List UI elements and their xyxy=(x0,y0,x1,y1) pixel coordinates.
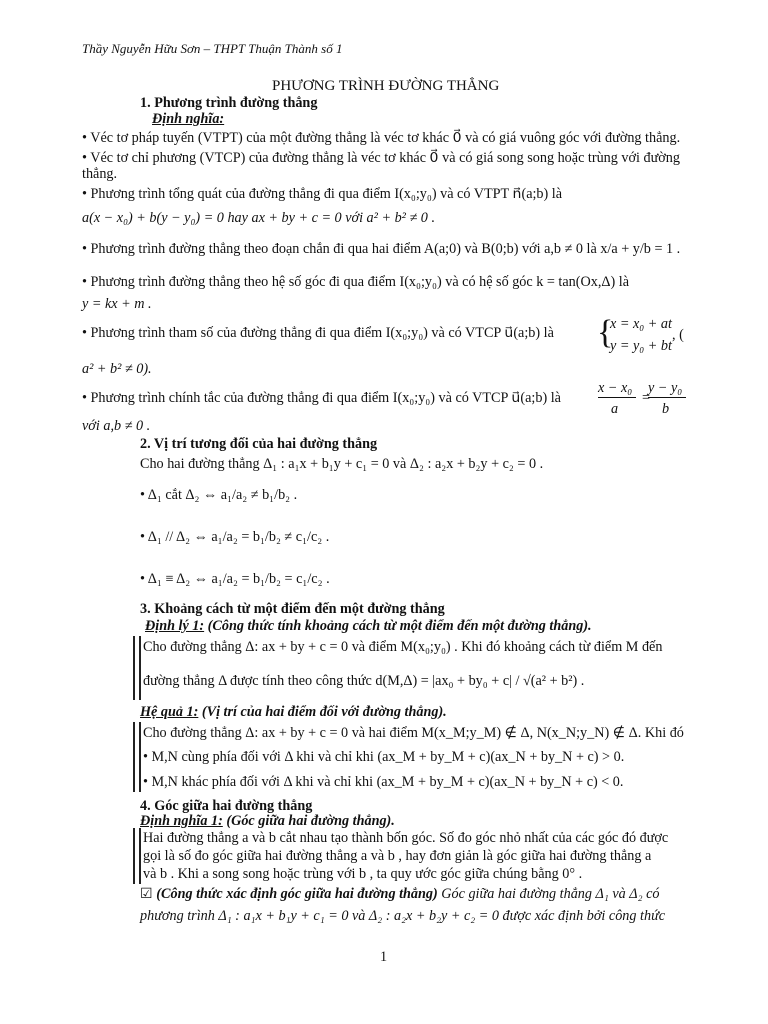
theorem-title: (Công thức tính khoảng cách từ một điểm đến một đường thẳng). xyxy=(207,618,592,634)
corollary-title: (Vị trí của hai điểm đối với đường thẳng). xyxy=(201,704,447,720)
definition-heading xyxy=(140,812,395,830)
intercept-equation: • Phương trình đường thẳng theo đoạn chắn đi qua hai điểm A(a;0) và B(0;b) với a,b ≠ 0 là x/a + y/b = 1 . xyxy=(82,241,681,257)
slope-equation-line1: • Phương trình đường thẳng theo hệ số góc đi qua điểm I(x₀;y₀) và có hệ số góc k = tan(Ox,Δ) là xyxy=(82,274,630,290)
theorem-label: Định lý 1: xyxy=(145,618,205,634)
page-title: PHƯƠNG TRÌNH ĐƯỜNG THẲNG xyxy=(272,78,500,94)
general-equation-line2: a(x − x₀) + b(y − y₀) = 0 hay ax + by + c = 0 với a² + b² ≠ 0 . xyxy=(82,210,435,226)
section-4-heading: 4. Góc giữa hai đường thẳng xyxy=(140,798,313,814)
checkbox-icon: ☑ xyxy=(140,886,153,902)
canonical-num1: x − x₀ xyxy=(598,380,633,396)
canonical-den2: b xyxy=(662,401,670,417)
corollary-margin-bar xyxy=(133,722,141,792)
formula-line2: phương trình Δ₁ : a₁x + b₁y + c₁ = 0 và Δ₂ : a₂x + b₂y + c₂ = 0 được xác định bởi công thức xyxy=(140,908,666,924)
parametric-equation-line1: • Phương trình tham số của đường thẳng đi qua điểm I(x₀;y₀) và có VTCP u⃗(a;b) là xyxy=(82,325,554,341)
parametric-x: x = x₀ + at xyxy=(610,316,672,332)
intersect-condition: • Δ₁ cắt Δ₂ ⇔ a₁/a₂ ≠ b₁/b₂ . xyxy=(140,487,298,503)
system-brace: { xyxy=(597,314,614,351)
vtcp-definition-line2: thẳng. xyxy=(82,166,118,182)
parametric-y: y = y₀ + bt xyxy=(610,338,672,354)
page-header: Thầy Nguyễn Hữu Sơn – THPT Thuận Thành số 1 xyxy=(82,41,343,56)
opposite-side-condition: • M,N khác phía đối với Δ khi và chỉ khi (ax_M + by_M + c)(ax_N + by_N + c) < 0. xyxy=(143,774,624,790)
fraction-bar xyxy=(598,397,636,398)
page-number: 1 xyxy=(380,949,388,965)
same-side-condition: • M,N cùng phía đối với Δ khi và chỉ khi (ax_M + by_M + c)(ax_N + by_N + c) > 0. xyxy=(143,749,625,765)
definition-line1: Hai đường thẳng a và b cắt nhau tạo thành bốn góc. Số đo góc nhỏ nhất của các góc đó được xyxy=(143,830,669,846)
formula-intro xyxy=(140,885,659,903)
parametric-tail: , ( xyxy=(672,327,684,343)
vtpt-definition: • Véc tơ pháp tuyến (VTPT) của một đường thẳng là véc tơ khác 0⃗ và có giá vuông góc với đường thẳng. xyxy=(82,130,681,146)
theorem-heading xyxy=(145,617,592,635)
canonical-den1: a xyxy=(611,401,619,417)
slope-equation-line2: y = kx + m . xyxy=(82,296,152,312)
section-2-intro: Cho hai đường thẳng Δ₁ : a₁x + b₁y + c₁ = 0 và Δ₂ : a₂x + b₂y + c₂ = 0 . xyxy=(140,456,544,472)
canonical-equation-line2: với a,b ≠ 0 . xyxy=(82,418,151,434)
parametric-equation-line2: a² + b² ≠ 0). xyxy=(82,361,152,377)
definition-title: (Góc giữa hai đường thẳng). xyxy=(226,813,395,829)
formula-title: (Công thức xác định góc giữa hai đường thẳng) xyxy=(156,886,438,902)
vtcp-definition-line1: • Véc tơ chỉ phương (VTCP) của đường thẳng là véc tơ khác 0⃗ và có giá song song hoặc trùng với đường xyxy=(82,150,680,166)
general-equation-line1: • Phương trình tổng quát của đường thẳng đi qua điểm I(x₀;y₀) và có VTPT n⃗(a;b) là xyxy=(82,186,563,202)
parallel-condition: • Δ₁ // Δ₂ ⇔ a₁/a₂ = b₁/b₂ ≠ c₁/c₂ . xyxy=(140,529,330,545)
section-3-heading: 3. Khoảng cách từ một điểm đến một đường thẳng xyxy=(140,601,445,617)
section-2-heading: 2. Vị trí tương đối của hai đường thẳng xyxy=(140,436,378,452)
theorem-margin-bar xyxy=(133,636,141,700)
corollary-label: Hệ quả 1: xyxy=(140,704,199,720)
corollary-heading xyxy=(140,703,447,721)
formula-text: Góc giữa hai đường thẳng Δ₁ và Δ₂ có xyxy=(437,886,660,902)
canonical-equation-line1: • Phương trình chính tắc của đường thẳng đi qua điểm I(x₀;y₀) và có VTCP u⃗(a;b) là xyxy=(82,390,561,406)
coincide-condition: • Δ₁ ≡ Δ₂ ⇔ a₁/a₂ = b₁/b₂ = c₁/c₂ . xyxy=(140,571,330,587)
definition-line3: và b . Khi a song song hoặc trùng với b , ta quy ước góc giữa chúng bằng 0° . xyxy=(143,866,583,882)
definition-margin-bar xyxy=(133,828,141,884)
definition-label: Định nghĩa: xyxy=(152,111,225,127)
definition-label: Định nghĩa 1: xyxy=(140,813,223,829)
canonical-eq: = xyxy=(642,390,651,406)
canonical-num2: y − y₀ xyxy=(648,380,683,396)
corollary-line1: Cho đường thẳng Δ: ax + by + c = 0 và hai điểm M(x_M;y_M) ∉ Δ, N(x_N;y_N) ∉ Δ. Khi đó xyxy=(143,725,684,741)
fraction-bar xyxy=(648,397,686,398)
section-1-heading: 1. Phương trình đường thẳng xyxy=(140,95,318,111)
theorem-line2: đường thẳng Δ được tính theo công thức d(M,Δ) = |ax₀ + by₀ + c| / √(a² + b²) . xyxy=(143,673,585,689)
theorem-line1: Cho đường thẳng Δ: ax + by + c = 0 và điểm M(x₀;y₀) . Khi đó khoảng cách từ điểm M đến xyxy=(143,639,663,655)
definition-line2: gọi là số đo góc giữa hai đường thẳng a và b , hay đơn giản là góc giữa hai đường thẳng a xyxy=(143,848,652,864)
